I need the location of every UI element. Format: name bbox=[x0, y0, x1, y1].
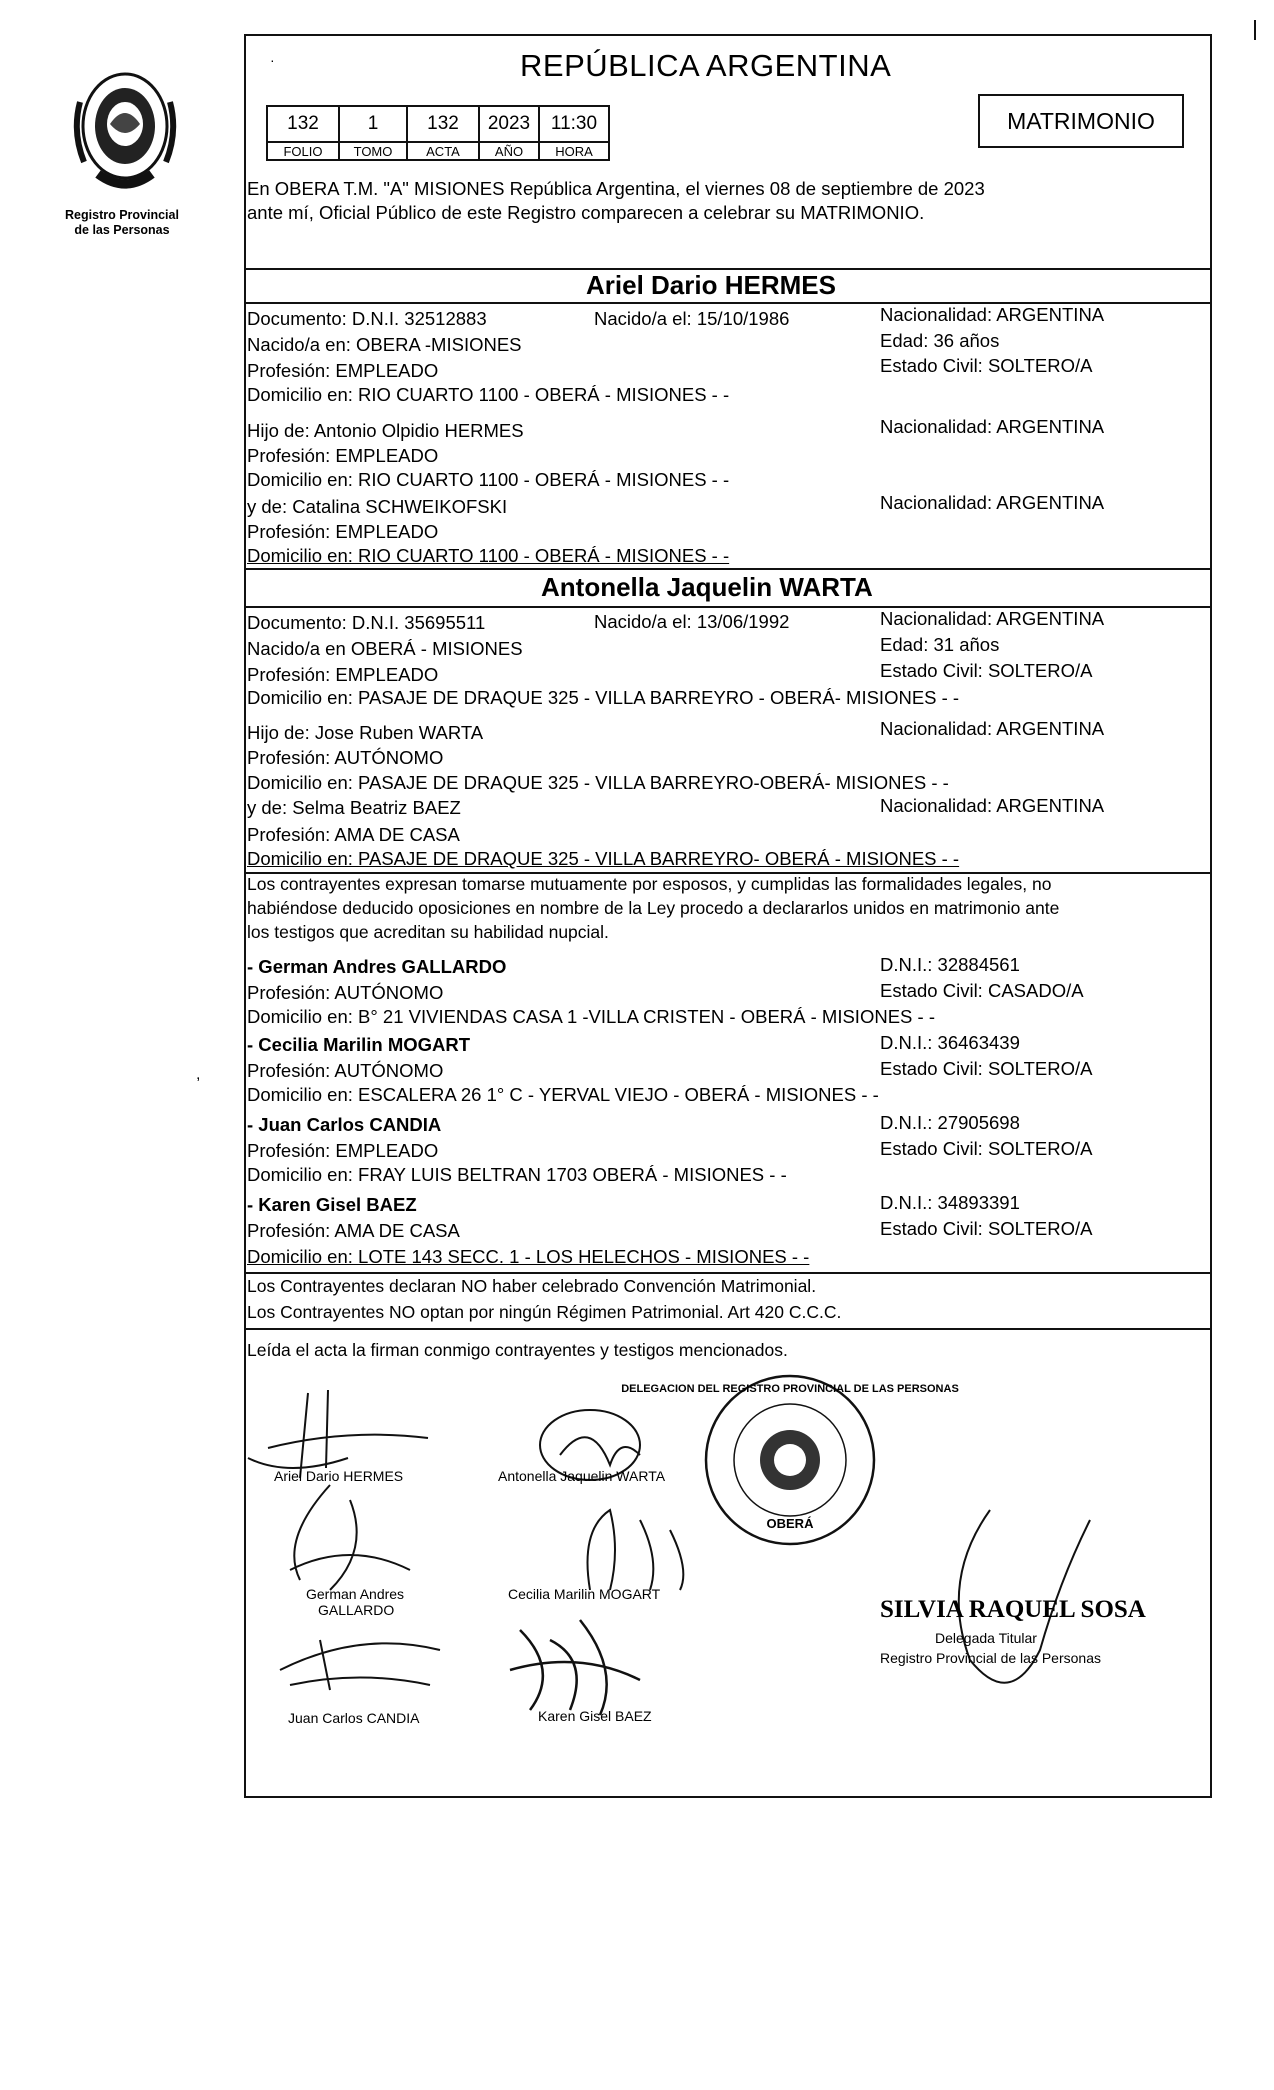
mark: · bbox=[270, 52, 275, 68]
spouse1-father-prof: Profesión: EMPLEADO bbox=[247, 445, 439, 466]
acta-label: ACTA bbox=[407, 142, 479, 160]
divider bbox=[244, 1328, 1210, 1330]
spouse1-father-nat: Nacionalidad: ARGENTINA bbox=[880, 416, 1105, 437]
declaration-line-1: Los contrayentes expresan tomarse mutuamente por esposos, y cumplidas las formalidades legales, no bbox=[247, 874, 1052, 894]
spouse2-profession: Profesión: EMPLEADO bbox=[247, 664, 439, 685]
edge-mark bbox=[1254, 20, 1256, 40]
spouse1-nationality: Nacionalidad: ARGENTINA bbox=[880, 304, 1105, 325]
registry-emblem bbox=[70, 62, 180, 202]
year-label: AÑO bbox=[479, 142, 539, 160]
witness-prof: Profesión: AUTÓNOMO bbox=[247, 1060, 444, 1081]
signature-label-4: Cecilia Marilin MOGART bbox=[508, 1586, 661, 1602]
witness-civil: Estado Civil: SOLTERO/A bbox=[880, 1218, 1093, 1239]
witness-prof: Profesión: AMA DE CASA bbox=[247, 1220, 460, 1241]
divider bbox=[244, 568, 1210, 570]
spouse2-nationality: Nacionalidad: ARGENTINA bbox=[880, 608, 1105, 629]
spouse2-born-date: Nacido/a el: 13/06/1992 bbox=[594, 611, 790, 632]
hour-value: 11:30 bbox=[539, 106, 609, 142]
spouse1-doc: Documento: D.N.I. 32512883 bbox=[247, 308, 487, 329]
witness-dni: D.N.I.: 27905698 bbox=[880, 1112, 1020, 1133]
signature-label-3b: GALLARDO bbox=[318, 1602, 395, 1618]
witness-dni: D.N.I.: 36463439 bbox=[880, 1032, 1020, 1053]
signature-label-3a: German Andres bbox=[306, 1586, 405, 1602]
official-role: Delegada Titular bbox=[935, 1630, 1037, 1646]
intro-line-1: En OBERA T.M. "A" MISIONES República Argentina, el viernes 08 de septiembre de 2023 bbox=[247, 178, 985, 199]
signature-gallardo bbox=[270, 1480, 430, 1600]
registry-line-1: Registro Provincial bbox=[65, 208, 179, 222]
hour-label: HORA bbox=[539, 142, 609, 160]
tomo-value: 1 bbox=[339, 106, 407, 142]
spouse2-father-nat: Nacionalidad: ARGENTINA bbox=[880, 718, 1105, 739]
record-table bbox=[266, 105, 610, 161]
witness-addr: Domicilio en: ESCALERA 26 1° C - YERVAL VIEJO - OBERÁ - MISIONES - - bbox=[247, 1084, 879, 1105]
spouse2-father-prof: Profesión: AUTÓNOMO bbox=[247, 747, 444, 768]
intro-line-2: ante mí, Oficial Público de este Registro comparecen a celebrar su MATRIMONIO. bbox=[247, 202, 925, 223]
year-value: 2023 bbox=[479, 106, 539, 142]
official-seal bbox=[621, 1370, 959, 1550]
witness-prof: Profesión: EMPLEADO bbox=[247, 1140, 439, 1161]
spouse1-mother-prof: Profesión: EMPLEADO bbox=[247, 521, 439, 542]
page-title: REPÚBLICA ARGENTINA bbox=[520, 48, 892, 83]
signature-label-5: Juan Carlos CANDIA bbox=[288, 1710, 420, 1726]
witness-dni: D.N.I.: 32884561 bbox=[880, 954, 1020, 975]
spouse2-civil: Estado Civil: SOLTERO/A bbox=[880, 660, 1093, 681]
spouse1-born-date: Nacido/a el: 15/10/1986 bbox=[594, 308, 790, 329]
spouse1-father-addr: Domicilio en: RIO CUARTO 1100 - OBERÁ - MISIONES - - bbox=[247, 469, 730, 490]
spouse2-father: Hijo de: Jose Ruben WARTA bbox=[247, 722, 484, 743]
registry-label bbox=[52, 208, 192, 238]
spouse2-mother-nat: Nacionalidad: ARGENTINA bbox=[880, 795, 1105, 816]
spouse1-father: Hijo de: Antonio Olpidio HERMES bbox=[247, 420, 524, 441]
declaration-line-2: habiéndose deducido oposiciones en nombre de la Ley procedo a declararlos unidos en matrimonio ante bbox=[247, 898, 1060, 918]
signature-candia bbox=[270, 1610, 450, 1700]
witness-addr: Domicilio en: FRAY LUIS BELTRAN 1703 OBERÁ - MISIONES - - bbox=[247, 1164, 787, 1185]
seal-city-text: OBERÁ bbox=[766, 1516, 814, 1531]
witness-addr: Domicilio en: B° 21 VIVIENDAS CASA 1 -VILLA CRISTEN - OBERÁ - MISIONES - - bbox=[247, 1006, 935, 1027]
spouse1-address: Domicilio en: RIO CUARTO 1100 - OBERÁ - MISIONES - - bbox=[247, 384, 730, 405]
signature-mogart bbox=[550, 1490, 710, 1600]
spouse1-mother-addr: Domicilio en: RIO CUARTO 1100 - OBERÁ - MISIONES - - bbox=[247, 545, 730, 566]
signature-baez bbox=[500, 1610, 650, 1720]
spouse2-mother: y de: Selma Beatriz BAEZ bbox=[247, 797, 461, 818]
spouse2-age: Edad: 31 años bbox=[880, 634, 1000, 655]
signature-label-6: Karen Gisel BAEZ bbox=[538, 1708, 652, 1724]
spouse2-doc: Documento: D.N.I. 35695511 bbox=[247, 612, 486, 633]
witness-addr: Domicilio en: LOTE 143 SECC. 1 - LOS HELECHOS - MISIONES - - bbox=[247, 1246, 810, 1267]
spouse2-mother-addr: Domicilio en: PASAJE DE DRAQUE 325 - VILLA BARREYRO- OBERÁ - MISIONES - - bbox=[247, 848, 960, 869]
registry-line-2: de las Personas bbox=[74, 223, 170, 237]
spouse1-civil: Estado Civil: SOLTERO/A bbox=[880, 355, 1093, 376]
act-type-box: MATRIMONIO bbox=[978, 94, 1184, 148]
witness-dni: D.N.I.: 34893391 bbox=[880, 1192, 1020, 1213]
spouse1-mother-nat: Nacionalidad: ARGENTINA bbox=[880, 492, 1105, 513]
spouse2-name: Antonella Jaquelin WARTA bbox=[541, 572, 873, 602]
spouse2-mother-prof: Profesión: AMA DE CASA bbox=[247, 824, 460, 845]
spouse1-name: Ariel Dario HERMES bbox=[586, 270, 836, 300]
divider bbox=[244, 1272, 1210, 1274]
convention-note: Los Contrayentes declaran NO haber celebrado Convención Matrimonial. bbox=[247, 1276, 817, 1296]
seal-ring-text: DELEGACION DEL REGISTRO PROVINCIAL DE LAS PERSONAS bbox=[621, 1383, 959, 1395]
spouse2-address: Domicilio en: PASAJE DE DRAQUE 325 - VILLA BARREYRO - OBERÁ- MISIONES - - bbox=[247, 687, 960, 708]
signature-label-1: Ariel Dario HERMES bbox=[274, 1468, 404, 1484]
spouse1-mother: y de: Catalina SCHWEIKOFSKI bbox=[247, 496, 508, 517]
spouse1-profession: Profesión: EMPLEADO bbox=[247, 360, 439, 381]
acta-value: 132 bbox=[407, 106, 479, 142]
witness-civil: Estado Civil: SOLTERO/A bbox=[880, 1058, 1093, 1079]
witness-name: - Cecilia Marilin MOGART bbox=[247, 1034, 471, 1055]
witness-civil: Estado Civil: SOLTERO/A bbox=[880, 1138, 1093, 1159]
spouse2-father-addr: Domicilio en: PASAJE DE DRAQUE 325 - VILLA BARREYRO-OBERÁ- MISIONES - - bbox=[247, 772, 949, 793]
witness-prof: Profesión: AUTÓNOMO bbox=[247, 982, 444, 1003]
spouse2-born-in: Nacido/a en OBERÁ - MISIONES bbox=[247, 638, 523, 659]
witness-name: - Karen Gisel BAEZ bbox=[247, 1194, 417, 1215]
folio-label: FOLIO bbox=[267, 142, 339, 160]
regime-note: Los Contrayentes NO optan por ningún Régimen Patrimonial. Art 420 C.C.C. bbox=[247, 1302, 842, 1322]
witness-name: - Juan Carlos CANDIA bbox=[247, 1114, 442, 1135]
official-name: SILVIA RAQUEL SOSA bbox=[880, 1596, 1146, 1623]
closing-text: Leída el acta la firman conmigo contrayentes y testigos mencionados. bbox=[247, 1340, 788, 1360]
spouse1-age: Edad: 36 años bbox=[880, 330, 1000, 351]
witness-name: - German Andres GALLARDO bbox=[247, 956, 507, 977]
tomo-label: TOMO bbox=[339, 142, 407, 160]
official-org: Registro Provincial de las Personas bbox=[880, 1650, 1101, 1666]
folio-value: 132 bbox=[267, 106, 339, 142]
declaration-line-3: los testigos que acreditan su habilidad nupcial. bbox=[247, 922, 609, 942]
signature-label-2: Antonella Jaquelin WARTA bbox=[498, 1468, 666, 1484]
stray-mark: , bbox=[196, 1066, 201, 1083]
spouse1-born-in: Nacido/a en: OBERA -MISIONES bbox=[247, 334, 522, 355]
witness-civil: Estado Civil: CASADO/A bbox=[880, 980, 1084, 1001]
